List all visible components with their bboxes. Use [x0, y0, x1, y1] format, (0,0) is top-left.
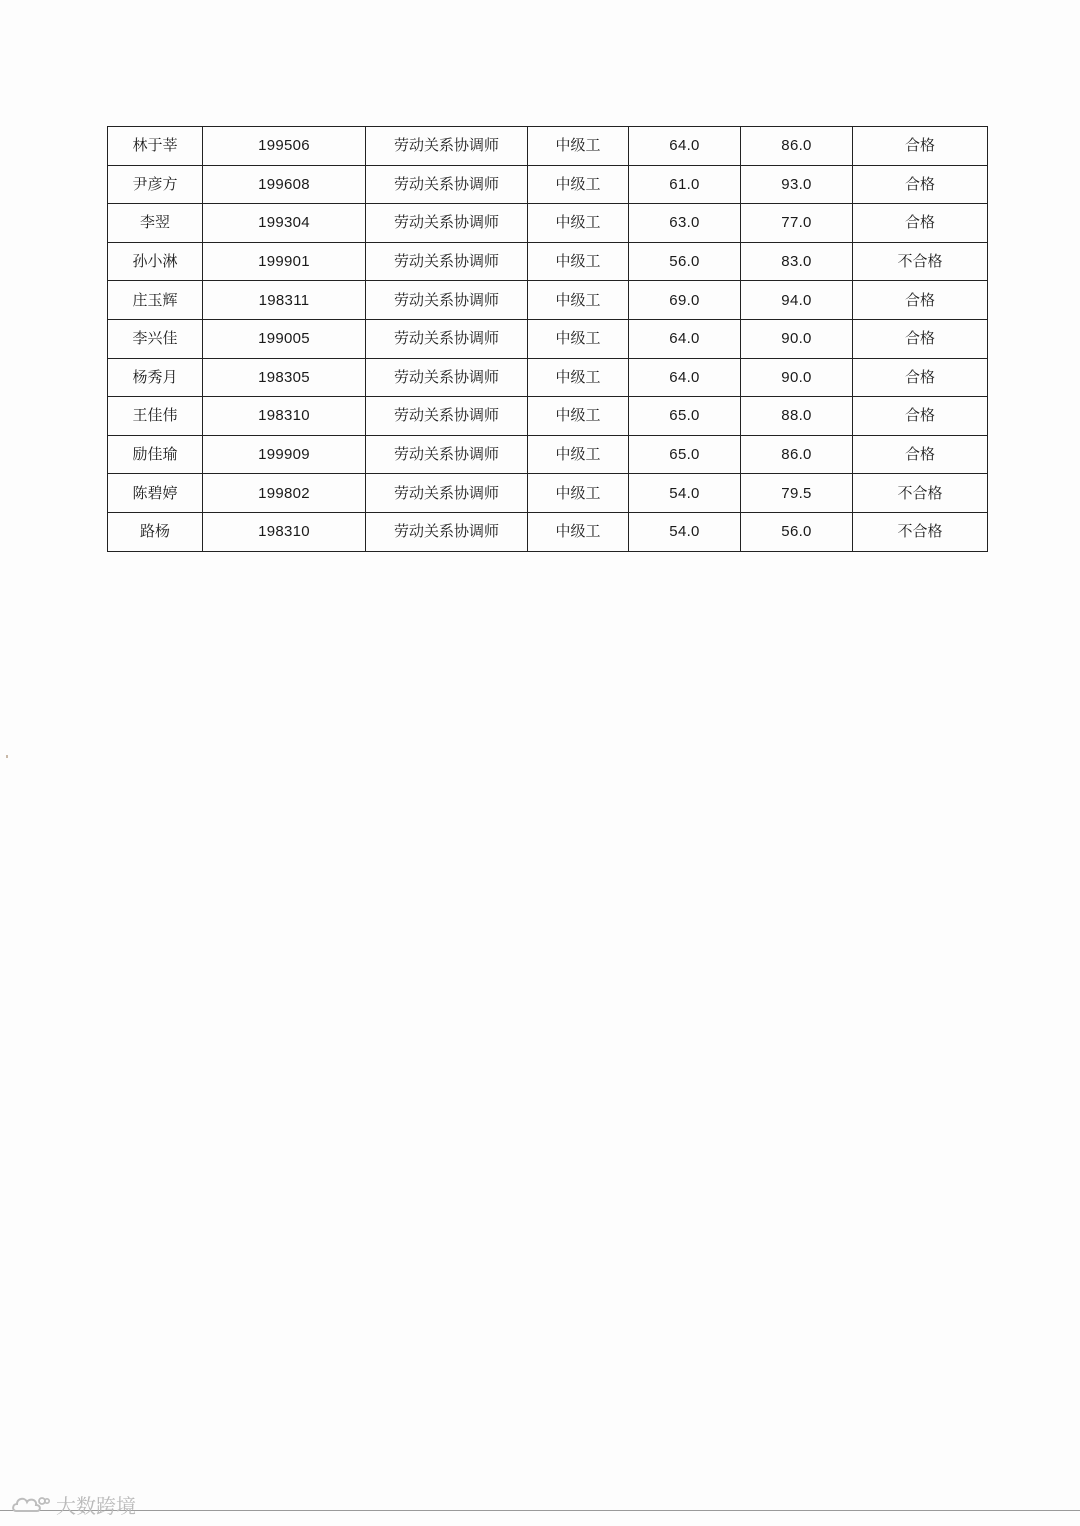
- cell-level: 中级工: [528, 474, 629, 513]
- cell-name: 李翌: [108, 204, 203, 243]
- cell-id: 198310: [203, 397, 366, 436]
- cell-id: 199506: [203, 127, 366, 166]
- cell-result: 合格: [853, 165, 988, 204]
- cell-level: 中级工: [528, 127, 629, 166]
- cell-profession: 劳动关系协调师: [366, 319, 528, 358]
- table-row: [108, 397, 988, 436]
- table-row: [108, 242, 988, 281]
- cell-result: 合格: [853, 397, 988, 436]
- cell-level: 中级工: [528, 397, 629, 436]
- cell-name: 王佳伟: [108, 397, 203, 436]
- cell-result: 合格: [853, 281, 988, 320]
- cell-profession: 劳动关系协调师: [366, 127, 528, 166]
- cell-profession: 劳动关系协调师: [366, 204, 528, 243]
- cell-name: 杨秀月: [108, 358, 203, 397]
- cell-result: 不合格: [853, 512, 988, 551]
- cell-name: 路杨: [108, 512, 203, 551]
- cell-result: 合格: [853, 319, 988, 358]
- cell-score-2: 86.0: [741, 127, 853, 166]
- results-table: [107, 126, 988, 552]
- cell-id: 199909: [203, 435, 366, 474]
- cell-level: 中级工: [528, 281, 629, 320]
- cell-score-2: 88.0: [741, 397, 853, 436]
- cell-score-2: 77.0: [741, 204, 853, 243]
- cell-profession: 劳动关系协调师: [366, 358, 528, 397]
- cell-score-1: 64.0: [629, 319, 741, 358]
- cell-name: 李兴佳: [108, 319, 203, 358]
- cell-result: 合格: [853, 204, 988, 243]
- cell-score-2: 79.5: [741, 474, 853, 513]
- cell-level: 中级工: [528, 165, 629, 204]
- cell-id: 198310: [203, 512, 366, 551]
- cell-result: 合格: [853, 358, 988, 397]
- cell-score-2: 94.0: [741, 281, 853, 320]
- cell-score-2: 90.0: [741, 319, 853, 358]
- scan-speck: [6, 755, 8, 758]
- cell-name: 林于莘: [108, 127, 203, 166]
- cloud-logo-icon: [10, 1493, 50, 1517]
- table-row: [108, 165, 988, 204]
- cell-result: 合格: [853, 127, 988, 166]
- cell-profession: 劳动关系协调师: [366, 435, 528, 474]
- cell-id: 198311: [203, 281, 366, 320]
- cell-score-1: 61.0: [629, 165, 741, 204]
- cell-name: 励佳瑜: [108, 435, 203, 474]
- cell-score-1: 69.0: [629, 281, 741, 320]
- cell-id: 199802: [203, 474, 366, 513]
- cell-score-2: 93.0: [741, 165, 853, 204]
- cell-profession: 劳动关系协调师: [366, 474, 528, 513]
- results-table-body: [108, 127, 988, 552]
- cell-name: 孙小淋: [108, 242, 203, 281]
- cell-level: 中级工: [528, 435, 629, 474]
- cell-profession: 劳动关系协调师: [366, 242, 528, 281]
- cell-score-2: 86.0: [741, 435, 853, 474]
- cell-id: 199005: [203, 319, 366, 358]
- cell-id: 198305: [203, 358, 366, 397]
- table-row: [108, 512, 988, 551]
- cell-id: 199608: [203, 165, 366, 204]
- cell-id: 199304: [203, 204, 366, 243]
- footer-divider: [0, 1510, 1080, 1511]
- cell-score-1: 64.0: [629, 127, 741, 166]
- table-row: [108, 281, 988, 320]
- cell-name: 庄玉辉: [108, 281, 203, 320]
- cell-score-1: 56.0: [629, 242, 741, 281]
- cell-score-1: 65.0: [629, 397, 741, 436]
- cell-level: 中级工: [528, 512, 629, 551]
- cell-score-1: 65.0: [629, 435, 741, 474]
- cell-level: 中级工: [528, 242, 629, 281]
- cell-score-2: 90.0: [741, 358, 853, 397]
- cell-profession: 劳动关系协调师: [366, 165, 528, 204]
- table-row: [108, 474, 988, 513]
- table-row: [108, 127, 988, 166]
- watermark: [10, 1490, 136, 1519]
- cell-name: 陈碧婷: [108, 474, 203, 513]
- cell-profession: 劳动关系协调师: [366, 281, 528, 320]
- cell-level: 中级工: [528, 319, 629, 358]
- table-row: [108, 435, 988, 474]
- cell-level: 中级工: [528, 204, 629, 243]
- cell-level: 中级工: [528, 358, 629, 397]
- cell-profession: 劳动关系协调师: [366, 397, 528, 436]
- cell-score-1: 64.0: [629, 358, 741, 397]
- table-row: [108, 319, 988, 358]
- cell-name: 尹彦方: [108, 165, 203, 204]
- watermark-text: 大数跨境: [56, 1494, 136, 1518]
- cell-result: 不合格: [853, 242, 988, 281]
- cell-score-2: 83.0: [741, 242, 853, 281]
- table-row: [108, 358, 988, 397]
- cell-score-1: 54.0: [629, 474, 741, 513]
- cell-result: 不合格: [853, 474, 988, 513]
- table-row: [108, 204, 988, 243]
- cell-score-2: 56.0: [741, 512, 853, 551]
- cell-result: 合格: [853, 435, 988, 474]
- cell-profession: 劳动关系协调师: [366, 512, 528, 551]
- cell-score-1: 63.0: [629, 204, 741, 243]
- cell-id: 199901: [203, 242, 366, 281]
- cell-score-1: 54.0: [629, 512, 741, 551]
